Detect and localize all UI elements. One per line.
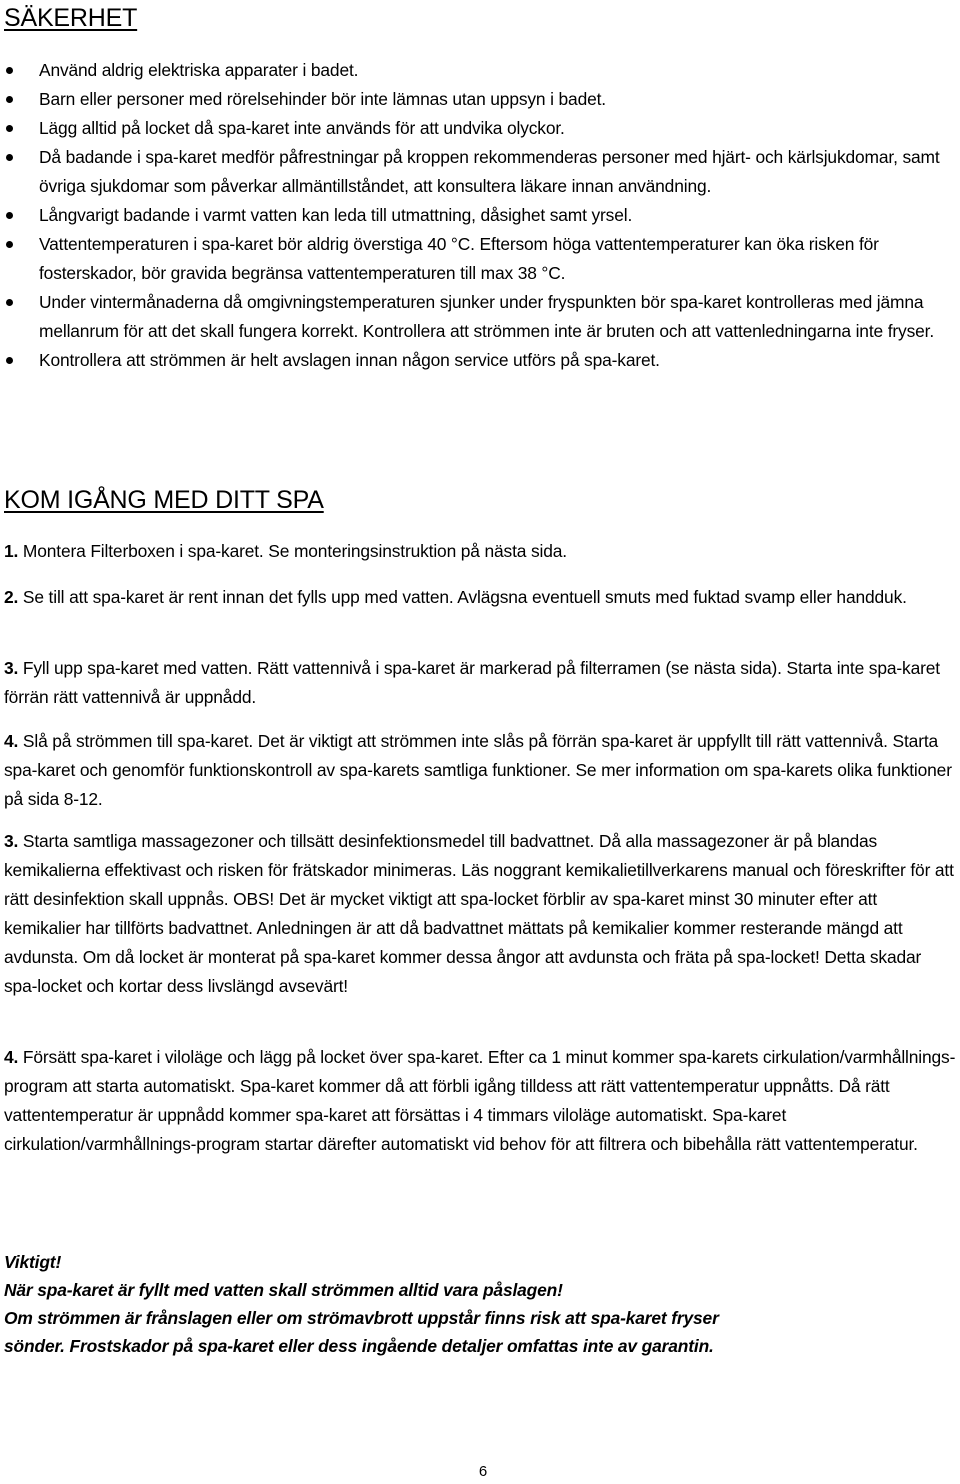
step-text: Slå på strömmen till spa-karet. Det är viktigt att strömmen inte slås på förrän spa-karet är uppfyllt till rätt vattennivå. Starta spa-karet och genomför funktionskontroll av spa-karets samtliga funktioner. Se mer information om spa-karets olika funktioner på sida 8-12. [4, 731, 952, 809]
step-number: 3. [4, 658, 19, 678]
step-number: 4. [4, 1047, 19, 1067]
step-text: Montera Filterboxen i spa-karet. Se monteringsinstruktion på nästa sida. [22, 541, 567, 561]
bullet-icon [6, 96, 13, 103]
list-item-text: Under vintermånaderna då omgivningstemperaturen sjunker under fryspunkten bör spa-karet kontrolleras med jämna mellanrum för att det skall fungera korrekt. Kontrollera att strömmen inte är bruten och att vattenledningarna inte fryser. [39, 292, 935, 341]
list-item-text: Vattentemperaturen i spa-karet bör aldrig överstiga 40 °C. Eftersom höga vattentemperaturer kan öka risken för fosterskador, bör gravida begränsa vattentemperaturen till max 38 °C. [39, 234, 879, 283]
list-item-text: Då badande i spa-karet medför påfrestningar på kroppen rekommenderas personer med hjärt- och kärlsjukdomar, samt övriga sjukdomar som påverkar allmäntillståndet, att konsultera läkare innan användning. [39, 147, 940, 196]
step-text: Försätt spa-karet i viloläge och lägg på locket över spa-karet. Efter ca 1 minut kommer spa-karets cirkulation/varmhållnings-program att starta automatiskt. Spa-karet kommer då att förbli igång tilldess att rätt vattentemperatur uppnåtts. Då rätt vattentemperatur är uppnådd kommer spa-karet att försättas i 4 timmars viloläge automatiskt. Spa-karet cirkulation/varmhållnings-program startar därefter automatiskt vid behov för att filtrera och bibehålla rätt vattentemperatur. [4, 1047, 956, 1154]
bullet-icon [6, 299, 13, 306]
warning-line: När spa-karet är fyllt med vatten skall strömmen alltid vara påslagen! [4, 1280, 563, 1300]
step-paragraph [4, 1043, 956, 1159]
step-number: 3. [4, 831, 19, 851]
step-paragraph [4, 583, 956, 612]
list-item [0, 230, 960, 288]
safety-list [0, 56, 960, 375]
list-item-text: Långvarigt badande i varmt vatten kan leda till utmattning, dåsighet samt yrsel. [39, 205, 633, 225]
list-item [0, 346, 960, 375]
step-paragraph [4, 654, 956, 712]
page-number: 6 [478, 1463, 488, 1480]
step-text: Fyll upp spa-karet med vatten. Rätt vattennivå i spa-karet är markerad på filterramen (se nästa sida). Starta inte spa-karet förrän rätt vattennivå är uppnådd. [4, 658, 940, 707]
step-paragraph [4, 827, 956, 1001]
warning-title: Viktigt! [4, 1252, 62, 1272]
list-item [0, 288, 960, 346]
bullet-icon [6, 241, 13, 248]
warning-block [4, 1248, 956, 1360]
safety-heading: SÄKERHET [4, 4, 138, 32]
list-item-text: Lägg alltid på locket då spa-karet inte används för att undvika olyckor. [39, 118, 565, 138]
bullet-icon [6, 154, 13, 161]
start-heading: KOM IGÅNG MED DITT SPA [4, 486, 324, 514]
step-number: 2. [4, 587, 19, 607]
list-item-text: Barn eller personer med rörelsehinder bör inte lämnas utan uppsyn i badet. [39, 89, 606, 109]
list-item [0, 114, 960, 143]
bullet-icon [6, 212, 13, 219]
list-item-text: Använd aldrig elektriska apparater i badet. [39, 60, 359, 80]
list-item [0, 85, 960, 114]
bullet-icon [6, 125, 13, 132]
warning-line: Om strömmen är frånslagen eller om strömavbrott uppstår finns risk att spa-karet fryser [4, 1308, 719, 1328]
list-item [0, 56, 960, 85]
list-item [0, 201, 960, 230]
step-number: 4. [4, 731, 19, 751]
list-item-text: Kontrollera att strömmen är helt avslagen innan någon service utförs på spa-karet. [39, 350, 660, 370]
step-number: 1. [4, 541, 19, 561]
warning-line: sönder. Frostskador på spa-karet eller dess ingående detaljer omfattas inte av garantin. [4, 1336, 714, 1356]
step-paragraph [4, 727, 956, 814]
bullet-icon [6, 67, 13, 74]
step-paragraph [4, 537, 956, 566]
bullet-icon [6, 357, 13, 364]
step-text: Se till att spa-karet är rent innan det fylls upp med vatten. Avlägsna eventuell smuts med fuktad svamp eller handduk. [22, 587, 907, 607]
step-text: Starta samtliga massagezoner och tillsätt desinfektionsmedel till badvattnet. Då alla massagezoner är på blandas kemikalierna effektivast och risken för frätskador minimeras. Läs noggrant kemikalietillverkarens manual och föreskrifter för att rätt desinfektion skall uppnås. OBS! Det är mycket viktigt att spa-locket förblir av spa-karet minst 30 minuter efter att kemikalier har tillförts badvattnet. Anledningen är att då badvattnet mättats på kemikalier kommer resterande mängd att avdunsta. Om då locket är monterat på spa-karet kommer dessa ångor att avdunsta och fräta på spa-locket! Detta skadar spa-locket och kortar dess livslängd avsevärt! [4, 831, 954, 996]
list-item [0, 143, 960, 201]
